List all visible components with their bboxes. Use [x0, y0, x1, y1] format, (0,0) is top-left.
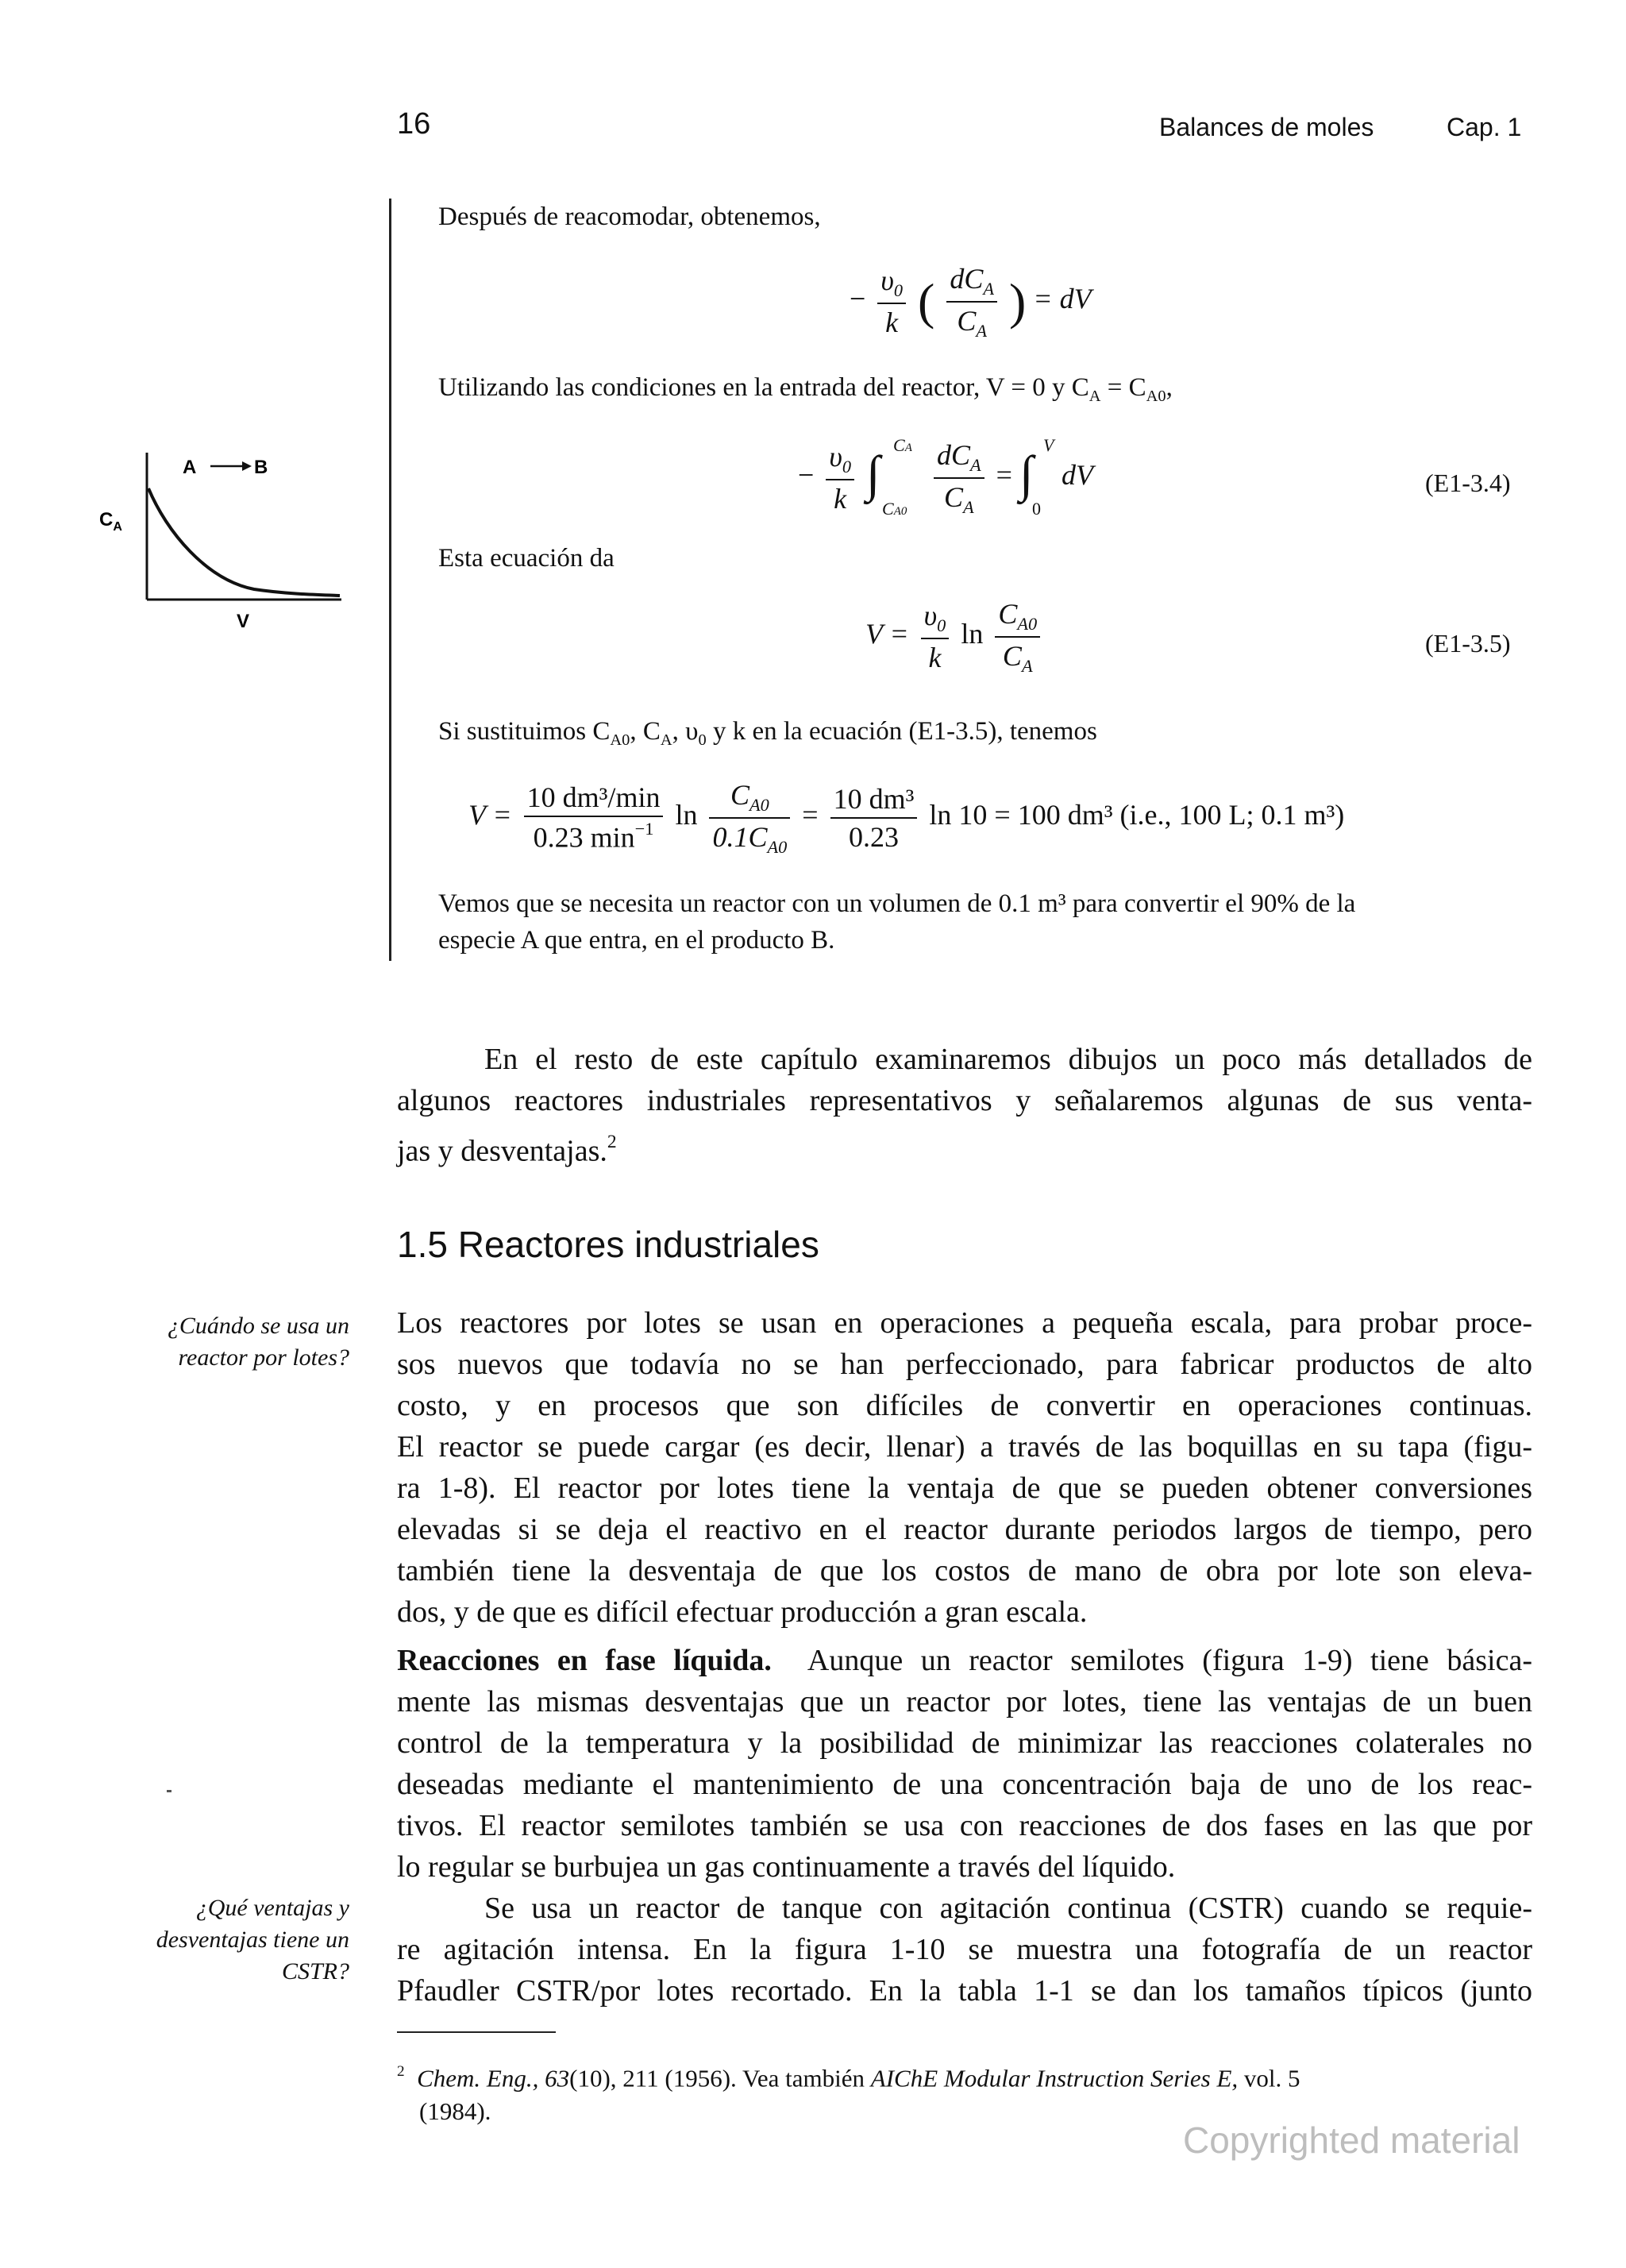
copyright-watermark: Copyrighted material: [1183, 2120, 1520, 2161]
equation-numeric: V = $\frac{\text{10 dm³/min}}{0.23 \min^{-1}}$ ln $\frac{C_{A0}}{0.1C_{A0}}$ = $\frac{\text{10 dm³}}{0.23}$ ln 10 = 100 dm³ (i.e., 100 L; 0.1 m³): [468, 779, 1345, 857]
paragraph-batch-reactors: Los reactores por lotes se usan en operaciones a pequeña escala, para probar proce- sos nuevos que todavía no se han perfeccionado, para fabricar productos de alto costo, y en procesos que son difíciles de convertir en operaciones continuas. El reactor se puede cargar (es decir, llenar) a través de las boquillas en su tapa (figu- ra 1-8). El reactor por lotes tiene la ventaja de que se pueden obtener conversiones elevadas si se deja el reactivo en el reactor durante periodos largos de tiempo, pero también tiene la desventaja de que los costos de mano de obra por lote son eleva- dos, y de que es difícil efectuar producción a gran escala.: [397, 1306, 1532, 1629]
footnote-mark: 2: [397, 2063, 405, 2080]
rest-line-1: En el resto de este capítulo examinaremos dibujos un poco más detallados de: [484, 1043, 1532, 1076]
example-substitution: Si sustituimos $C_{A0}$, $C_A$, $\upsilon_0$ y k en la ecuación (E1-3.5), tenemos: [438, 717, 1097, 750]
margin-note-cstr: ¿Qué ventajas y desventajas tiene un CSTR?: [156, 1895, 349, 1984]
footnote-ref: 2: [607, 1132, 617, 1152]
example-side-rule: [389, 199, 391, 961]
equation-1: − $\frac{\upsilon_0}{k}$ ( $\frac{dC_A}{C_A}$ ) = dV: [850, 263, 1092, 341]
example-condition: Utilizando las condiciones en la entrada del reactor, V = 0 y $C_A = C_{A0}$,: [438, 373, 1173, 406]
example-gives: Esta ecuación da: [438, 544, 615, 573]
running-title: Balances de moles: [1159, 113, 1374, 141]
equation-label-e1-3-5: (E1-3.5): [1425, 629, 1511, 658]
stray-mark: [167, 1790, 171, 1792]
equation-e1-3-4: − $\frac{\upsilon_0}{k}$ ∫ CA CA0 $\frac{dC_A}{C_A}$ = ∫ V 0 dV: [798, 434, 1093, 519]
sketch-axes: [147, 453, 341, 600]
equation-label-e1-3-4: (E1-3.4): [1425, 469, 1511, 497]
sketch-curve: [148, 488, 340, 596]
rest-line-3: jas y desventajas.$^2$: [397, 1132, 617, 1168]
paragraph-rest-of-chapter: [397, 1039, 1532, 1171]
example-intro: Después de reacomodar, obtenemos,: [438, 202, 821, 231]
sketch-reaction-a: A: [183, 457, 197, 478]
equation-e1-3-5: V = $\frac{\upsilon_0}{k}$ ln $\frac{C_{A0}}{C_A}$: [865, 597, 1045, 677]
margin-note-batch: ¿Cuándo se usa un reactor por lotes?: [167, 1313, 349, 1371]
sketch-y-label: $C_A$: [99, 509, 122, 534]
sketch-reaction-b: B: [254, 457, 268, 478]
reaction-arrow-head: [242, 461, 252, 471]
example-conclusion-line-1: Vemos que se necesita un reactor con un volumen de 0.1 m³ para convertir el 90% de la: [438, 889, 1356, 918]
sketch-x-label: V: [237, 611, 250, 632]
liquid-phase-heading: Reacciones en fase líquida.: [397, 1644, 772, 1677]
rest-line-2: algunos reactores industriales representativos y señalaremos algunas de sus venta-: [397, 1084, 1532, 1117]
paragraph-liquid-phase: Reacciones en fase líquida. Aunque un reactor semilotes (figura 1-9) tiene básica- mente las mismas desventajas que un reactor por lotes, tiene las ventajas de un buen control de la temperatura y la posibilidad de minimizar las reacciones colaterales no deseadas mediante el mantenimiento de una concentración baja de uno de los reac- tivos. El reactor semilotes también se usa con reacciones de dos fases en las que por lo regular se burbujea un gas continuamente a través del líquido.: [397, 1644, 1532, 1884]
chapter-label: Cap. 1: [1447, 113, 1522, 141]
paragraph-cstr: Se usa un reactor de tanque con agitación continua (CSTR) cuando se requie- re agitación intensa. En la figura 1-10 se muestra una fotografía de un reactor Pfaudler CSTR/por lotes recortado. En la tabla 1-1 se dan los tamaños típicos (junto: [397, 1892, 1532, 2008]
concentration-profile-sketch: [48, 437, 365, 643]
example-conclusion-line-2: especie A que entra, en el producto B.: [438, 926, 835, 955]
section-heading: 1.5 Reactores industriales: [397, 1224, 819, 1265]
footnote: $^2$ Chem. Eng., 63(10), 211 (1956). Vea también AIChE Modular Instruction Series E, vol. 5 (1984).: [397, 2063, 1300, 2126]
footnote-rule: [397, 2031, 556, 2033]
page-number: 16: [397, 107, 431, 141]
